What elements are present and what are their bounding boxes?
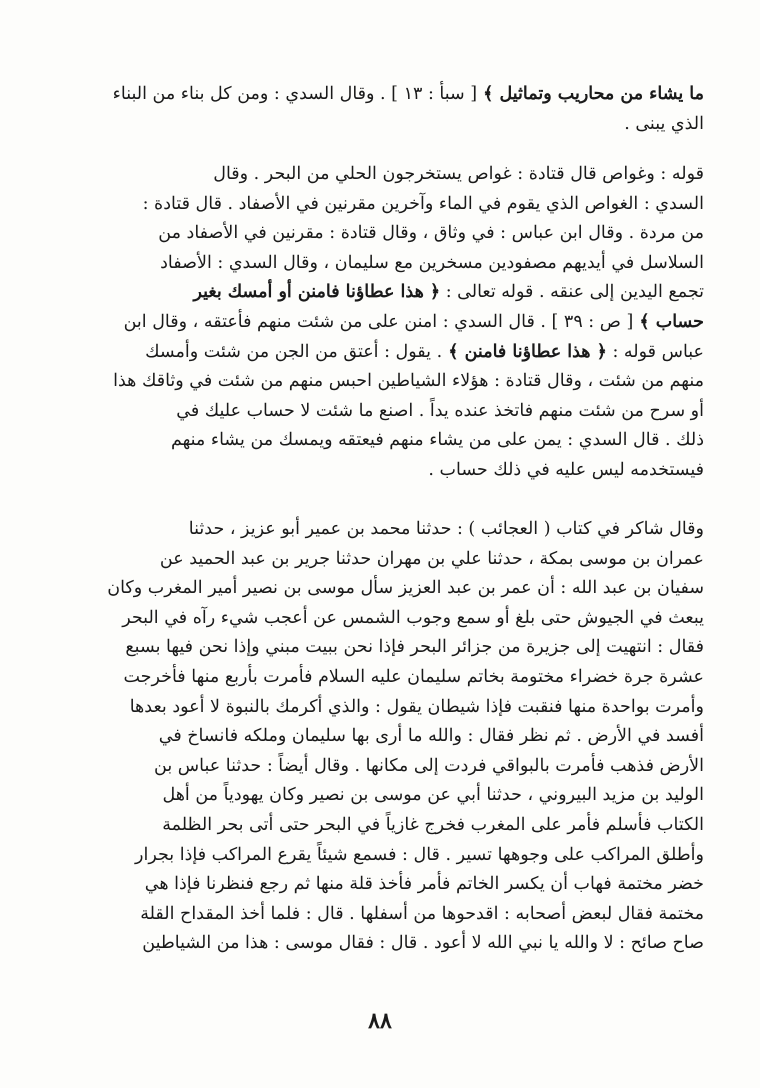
text-line [64, 545, 704, 575]
text-run: الكتاب فأسلم فأمر على المغرب فخرج غازياً في البحر حتى أتى بحر الظلمة [162, 814, 704, 835]
page-number: ٨٨ [368, 1008, 392, 1034]
text-line [64, 663, 704, 693]
text-run: وقال شاكر في كتاب ( العجائب ) : حدثنا محمد بن عمير أبو عزيز ، حدثنا [188, 519, 704, 539]
text-line [64, 870, 704, 900]
text-run: ذلك . قال السدي : يمن على من يشاء منهم فيعتقه ويمسك من يشاء منهم [170, 430, 704, 451]
text-line [64, 781, 704, 811]
quoted-verse: حساب ﴾ [633, 311, 704, 332]
text-line [64, 693, 704, 723]
text-run: عمران بن موسى بمكة ، حدثنا علي بن مهران حدثنا جرير بن عبد الحميد عن [159, 548, 704, 569]
text-run: وأطلق المراكب على وجوهها تسير . قال : فسمع شيئاً يقرع المراكب فإذا بجرار [135, 844, 704, 865]
quoted-verse: ما يشاء من محاريب وتماثيل ﴾ [477, 84, 704, 104]
paragraph-3 [64, 515, 704, 959]
text-line [64, 397, 704, 427]
text-line [64, 574, 704, 604]
text-run: فقال : انتهيت إلى جزيرة من جزائر البحر فإذا نحن ببيت مبني وإذا نحن فيها بسبع [125, 637, 704, 658]
text-line [64, 80, 704, 110]
text-line [64, 110, 704, 140]
text-run: الأرض فذهب فأمرت بالبواقي فردت إلى مكانها . وقال أيضاً : حدثنا عباس بن [154, 755, 704, 776]
text-run: الوليد بن مزيد البيروني ، حدثنا أبي عن موسى بن نصير وكان يهودياً من أهل [162, 785, 704, 806]
text-run: أفسد في الأرض . ثم نظر فقال : والله ما أرى بها سليمان وملكه فانساخ في [158, 726, 704, 747]
text-line [64, 190, 704, 220]
text-line [64, 929, 704, 959]
text-run: مختمة فقال لبعض أصحابه : اقدحوها من أسفلها . قال : فلما أخذ المقداح القلة [140, 903, 704, 924]
text-line [64, 456, 704, 486]
text-line [64, 515, 704, 545]
text-run: قوله : وغواص قال قتادة : غواص يستخرجون الحلي من البحر . وقال [213, 164, 704, 184]
paragraph-1 [64, 80, 704, 139]
text-run: منهم من شئت ، وقال قتادة : هؤلاء الشياطين احبس منهم من شئت في وثاقك هذا [113, 371, 704, 392]
text-line [64, 426, 704, 456]
text-run: وأمرت بواحدة منها فنقبت فإذا شيطان يقول : والذي أكرمك بالنبوة لا أعود بعدها [129, 696, 704, 717]
text-line [64, 633, 704, 663]
text-line [64, 308, 704, 338]
text-run: يبعث في الجيوش حتى بلغ أو سمع وجوب الشمس عن أعجب شيء رآه في البحر [122, 607, 704, 628]
text-run: خضر مختمة فهاب أن يكسر الخاتم فأمر فأخذ قلة منها ثم رجع فنظرنا فإذا هي [144, 874, 704, 895]
text-run: أو سرح من شئت منهم فاتخذ عنده يداً . اصنع ما شئت لا حساب عليك في [176, 400, 704, 421]
text-run: فيستخدمه ليس عليه في ذلك حساب . [428, 459, 704, 480]
text-run: تجمع اليدين إلى عنقه . قوله تعالى : [440, 282, 704, 303]
text-line [64, 811, 704, 841]
text-line [64, 604, 704, 634]
text-line [64, 249, 704, 279]
quoted-verse: ﴿ هذا عطاؤنا فامنن ﴾ [442, 341, 607, 362]
text-run: عباس قوله : [606, 341, 704, 362]
text-run: السلاسل في أيديهم مصفودين مسخرين مع سليمان ، وقال السدي : الأصفاد [160, 252, 704, 273]
text-line [64, 841, 704, 871]
text-run: من مردة . وقال ابن عباس : في وثاق ، وقال قتادة : مقرنين في الأصفاد من [158, 223, 704, 244]
text-line [64, 722, 704, 752]
text-run: سفيان بن عبد الله : أن عمر بن عبد العزيز سأل موسى بن نصير أمير المغرب وكان [107, 578, 704, 599]
paragraph-2 [64, 160, 704, 486]
text-line [64, 219, 704, 249]
text-run: . يقول : أعتق من الجن من شئت وأمسك [145, 341, 443, 362]
text-run: صاح صائح : لا والله يا نبي الله لا أعود . قال : فقال موسى : هذا من الشياطين [142, 933, 704, 954]
text-line [64, 752, 704, 782]
text-line [64, 278, 704, 308]
text-run: [ ص : ٣٩ ] . قال السدي : امنن على من شئت منهم فأعتقه ، وقال ابن [123, 311, 634, 332]
text-line [64, 900, 704, 930]
text-line [64, 338, 704, 368]
text-line [64, 160, 704, 190]
text-run: السدي : الغواص الذي يقوم في الماء وآخرين مقرنين في الأصفاد . قال قتادة : [142, 193, 704, 214]
text-run: الذي يبنى . [624, 113, 704, 134]
text-run: [ سبأ : ١٣ ] . وقال السدي : ومن كل بناء من البناء [112, 84, 478, 104]
text-line [64, 367, 704, 397]
quoted-verse: ﴿ هذا عطاؤنا فامنن أو أمسك بغير [193, 282, 441, 303]
text-run: عشرة جرة خضراء مختومة بخاتم سليمان عليه السلام فأمرت بأربع منها فأخرجت [123, 666, 704, 687]
